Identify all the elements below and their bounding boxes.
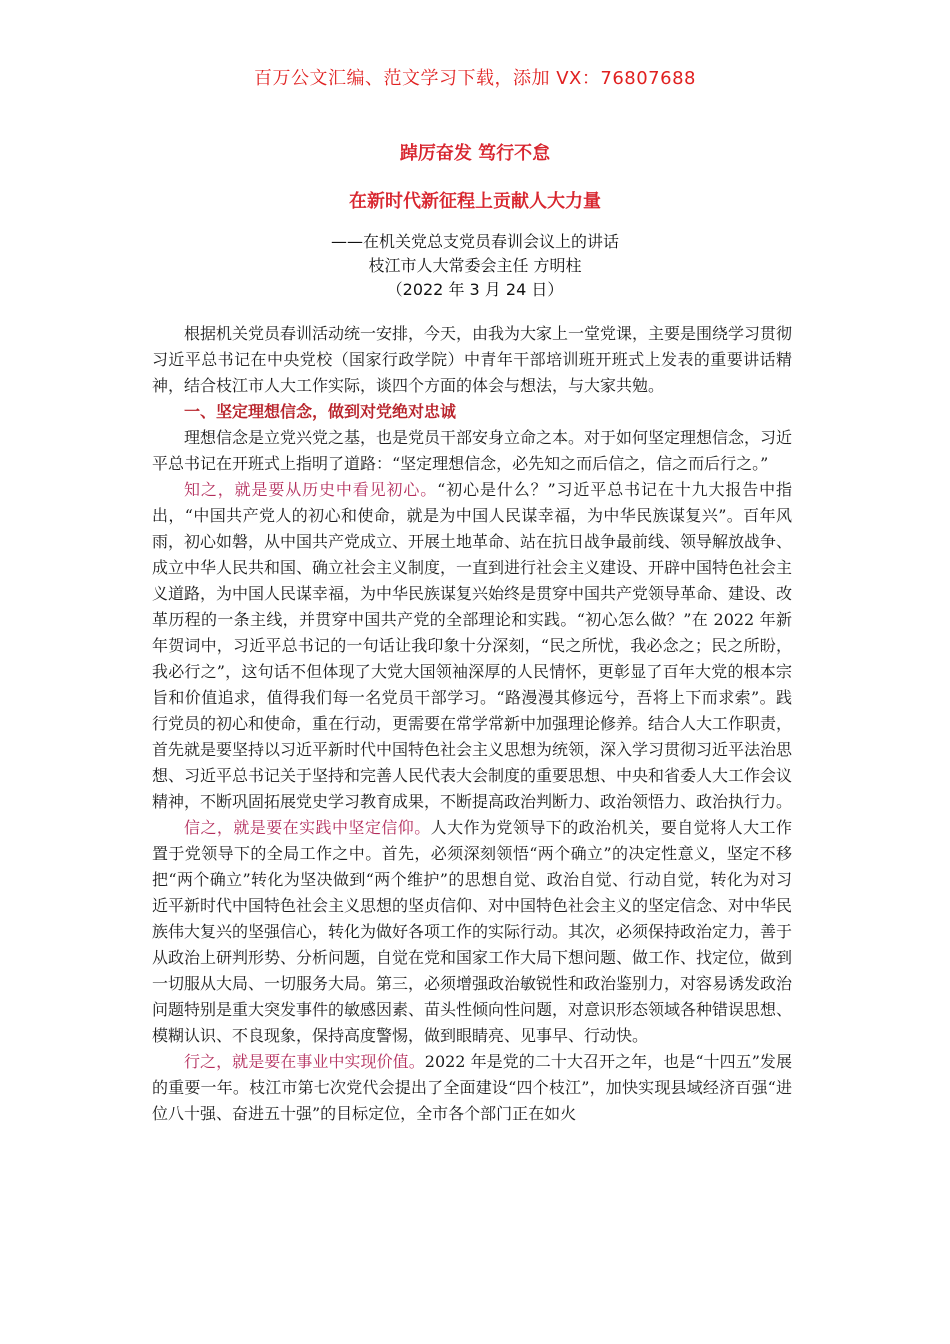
speaker-line: 枝江市人大常委会主任 方明柱 bbox=[368, 256, 582, 275]
speech-date: （2022 年 3 月 24 日） bbox=[386, 280, 564, 299]
xin-paragraph bbox=[152, 815, 792, 1049]
xin-text: 人大作为党领导下的政治机关，要自觉将人大工作置于党领导下的全局工作之中。首先，必须深刻领悟“两个确立”的决定性意义，坚定不移把“两个确立”转化为坚决做到“两个维护”的思想自觉、政治自觉、行动自觉，转化为对习近平新时代中国特色社会主义思想的坚贞信仰、对中国特色社会主义的坚定信念、对中华民族伟大复兴的坚强信心，转化为做好各项工作的实际行动。其次，必须保持政治定力，善于从政治上研判形势、分析问题，自觉在党和国家工作大局下想问题、做工作、找定位，做到一切服从大局、一切服务大局。第三，必须增强政治敏锐性和政治鉴别力，对容易诱发政治问题特别是重大突发事件的敏感因素、苗头性倾向性问题，对意识形态领域各种错误思想、模糊认识、不良现象，保持高度警惕，做到眼睛亮、见事早、行动快。 bbox=[152, 818, 793, 1045]
xing-lead: 行之，就是要在事业中实现价值。 bbox=[184, 1052, 425, 1071]
zhi-text: “初心是什么？”习近平总书记在十九大报告中指出，“中国共产党人的初心和使命，就是为中国人民谋幸福，为中华民族谋复兴”。百年风雨，初心如磐，从中国共产党成立、开展土地革命、站在抗日战争最前线、领导解放战争、成立中华人民共和国、确立社会主义制度，一直到进行社会主义建设、开辟中国特色社会主义道路，为中国人民谋幸福，为中华民族谋复兴始终是贯穿中国共产党领导革命、建设、改革历程的一条主线，并贯穿中国共产党的全部理论和实践。“初心怎么做？”在 2022 年新年贺词中，习近平总书记的一句话让我印象十分深刻，“民之所忧，我必念之；民之所盼，我必行之”，这句话不但体现了大党大国领袖深厚的人民情怀，更彰显了百年大党的根本宗旨和价值追求，值得我们每一名党员干部学习。“路漫漫其修远兮，吾将上下而求索”。践行党员的初心和使命，重在行动，更需要在常学常新中加强理论修养。结合人大工作职责，首先就是要坚持以习近平新时代中国特色社会主义思想为统领，深入学习贯彻习近平法治思想、习近平总书记关于坚持和完善人民代表大会制度的重要思想、中央和省委人大工作会议精神，不断巩固拓展党史学习教育成果，不断提高政治判断力、政治领悟力、政治执行力。 bbox=[152, 480, 793, 811]
zhi-lead: 知之，就是要从历史中看见初心。 bbox=[184, 480, 438, 499]
section-heading-1: 一、坚定理想信念，做到对党绝对忠诚 bbox=[184, 402, 457, 421]
document-body bbox=[152, 321, 792, 1127]
document-subtitle-title: 在新时代新征程上贡献人大力量 bbox=[349, 191, 601, 212]
intro-paragraph: 根据机关党员春训活动统一安排，今天，由我为大家上一堂党课，主要是围绕学习贯彻习近平总书记在中央党校（国家行政学院）中青年干部培训班开班式上发表的重要讲话精神，结合枝江市人大工作实际，谈四个方面的体会与想法，与大家共勉。 bbox=[152, 324, 793, 395]
xing-paragraph bbox=[152, 1049, 792, 1127]
zhi-paragraph bbox=[152, 477, 792, 815]
speech-occasion: ——在机关党总支党员春训会议上的讲话 bbox=[330, 232, 619, 251]
xin-lead: 信之，就是要在实践中坚定信仰。 bbox=[184, 818, 431, 837]
xing-text: 2022 年是党的二十大召开之年，也是“十四五”发展的重要一年。枝江市第七次党代会提出了全面建设“四个枝江”，加快实现县域经济百强“进位八十强、奋进五十强”的目标定位，全市各个部门正在如火 bbox=[152, 1052, 792, 1123]
watermark-banner: 百万公文汇编、范文学习下载，添加 VX：76807688 bbox=[254, 68, 696, 89]
section1-paragraph: 理想信念是立党兴党之基，也是党员干部安身立命之本。对于如何坚定理想信念，习近平总书记在开班式上指明了道路：“坚定理想信念，必先知之而后信之，信之而后行之。” bbox=[152, 428, 793, 473]
document-title: 踔厉奋发 笃行不怠 bbox=[399, 143, 551, 164]
